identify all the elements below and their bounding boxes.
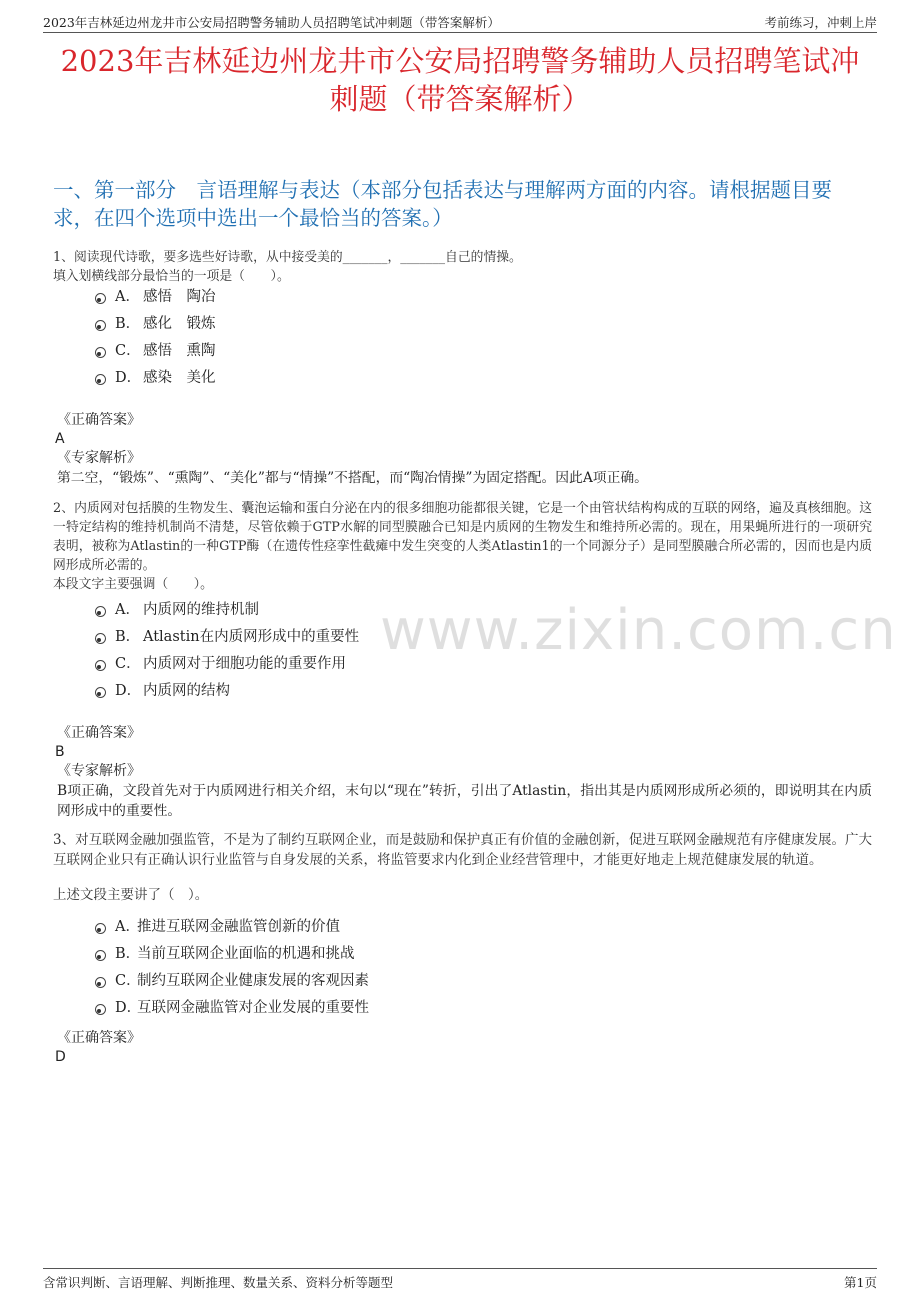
- radio-button-icon[interactable]: [95, 633, 106, 644]
- analysis-label: 《专家解析》: [57, 763, 141, 779]
- option-text: 感染 美化: [143, 370, 216, 386]
- radio-button-icon[interactable]: [95, 293, 106, 304]
- answer-block-3: [53, 1029, 872, 1067]
- analysis-label: 《专家解析》: [57, 450, 141, 466]
- answer-block-2: [53, 724, 872, 821]
- radio-button-icon[interactable]: [95, 660, 106, 671]
- watermark: www.zixin.com.cn: [380, 598, 897, 663]
- option-letter: A．: [115, 602, 140, 618]
- answer-label: 《正确答案》: [57, 725, 141, 741]
- option-letter: B．: [115, 316, 141, 332]
- answer-value: B: [55, 744, 65, 760]
- answer-label: 《正确答案》: [57, 1030, 141, 1046]
- analysis-text: B项正确，文段首先对于内质网进行相关介绍，末句以“现在”转折，引出了Atlastin，指出其是内质网形成所必须的，即说明其在内质网形成中的重要性。: [57, 783, 872, 819]
- option-c[interactable]: [53, 338, 872, 365]
- options-list: [53, 284, 872, 392]
- radio-button-icon[interactable]: [95, 977, 106, 988]
- option-d[interactable]: [53, 365, 872, 392]
- header-slogan: 考前练习，冲刺上岸: [764, 15, 877, 30]
- question-2: [53, 499, 872, 594]
- option-letter: B．: [115, 629, 141, 645]
- page-footer: [43, 1268, 877, 1291]
- question-stem: 3、对互联网金融加强监管，不是为了制约互联网企业，而是鼓励和保护真正有价值的金融创新，促进互联网金融规范有序健康发展。广大互联网企业只有正确认识行业监管与自身发展的关系，将监管要求内化到企业经营管理中，才能更好地走上规范健康发展的轨道。: [53, 832, 872, 868]
- option-letter: C．: [115, 973, 141, 989]
- option-text: 制约互联网企业健康发展的客观因素: [137, 973, 369, 989]
- analysis-text: 第二空，“锻炼”、“熏陶”、“美化”都与“情操”不搭配，而“陶冶情操”为固定搭配。因此A项正确。: [57, 470, 648, 486]
- option-a[interactable]: [53, 914, 872, 941]
- radio-button-icon[interactable]: [95, 687, 106, 698]
- option-d[interactable]: [53, 678, 872, 705]
- option-letter: A．: [115, 289, 140, 305]
- option-text: 内质网的结构: [143, 683, 230, 699]
- option-text: 感化 锻炼: [143, 316, 216, 332]
- question-stem: 2、内质网对包括膜的生物发生、囊泡运输和蛋白分泌在内的很多细胞功能都很关键，它是一个由管状结构构成的互联的网络，遍及真核细胞。这一特定结构的维持机制尚不清楚，尽管依赖于GTP水解的同型膜融合已知是内质网的生物发生和维持所必需的。现在，用果蝇所进行的一项研究表明，被称为Atlastin的一种GTP酶（在遗传性痉挛性截瘫中发生突变的人类Atlastin1的一个同源分子）是同型膜融合所必需的，因而也是内质网形成所必需的。: [53, 501, 872, 573]
- option-text: 感悟 陶冶: [143, 289, 216, 305]
- option-d[interactable]: [53, 995, 872, 1022]
- document-title: 2023年吉林延边州龙井市公安局招聘警务辅助人员招聘笔试冲刺题（带答案解析）: [60, 44, 860, 116]
- option-letter: B．: [115, 946, 141, 962]
- option-b[interactable]: [53, 311, 872, 338]
- option-c[interactable]: [53, 968, 872, 995]
- page-header: [43, 10, 877, 33]
- question-stem: 1、阅读现代诗歌，要多选些好诗歌，从中接受美的_______，_______自己的情操。: [53, 250, 522, 265]
- question-prompt: 填入划横线部分最恰当的一项是（ ）。: [53, 269, 290, 284]
- answer-value: D: [55, 1049, 66, 1065]
- options-list: [53, 914, 872, 1022]
- option-text: 内质网对于细胞功能的重要作用: [143, 656, 346, 672]
- option-text: 感悟 熏陶: [143, 343, 216, 359]
- option-letter: C．: [115, 343, 141, 359]
- radio-button-icon[interactable]: [95, 950, 106, 961]
- option-letter: D．: [115, 683, 142, 699]
- option-text: 内质网的维持机制: [143, 602, 259, 618]
- question-prompt: 本段文字主要强调（ ）。: [53, 577, 213, 592]
- option-text: 推进互联网金融监管创新的价值: [137, 919, 340, 935]
- question-prompt: 上述文段主要讲了（ ）。: [53, 887, 209, 903]
- radio-button-icon[interactable]: [95, 923, 106, 934]
- option-text: Atlastin在内质网形成中的重要性: [143, 629, 360, 645]
- answer-block-1: [53, 411, 872, 488]
- radio-button-icon[interactable]: [95, 1004, 106, 1015]
- page-number: 第1页: [844, 1275, 877, 1290]
- radio-button-icon[interactable]: [95, 606, 106, 617]
- option-letter: D．: [115, 1000, 142, 1016]
- option-letter: A．: [115, 919, 140, 935]
- option-letter: D．: [115, 370, 142, 386]
- question-3: [53, 830, 872, 905]
- footer-note: 含常识判断、言语理解、判断推理、数量关系、资料分析等题型: [43, 1275, 394, 1290]
- radio-button-icon[interactable]: [95, 320, 106, 331]
- question-1: [53, 248, 872, 286]
- option-letter: C．: [115, 656, 141, 672]
- option-a[interactable]: [53, 284, 872, 311]
- section-heading: 一、第一部分 言语理解与表达（本部分包括表达与理解两方面的内容。请根据题目要求，在四个选项中选出一个最恰当的答案。）: [53, 178, 832, 230]
- answer-label: 《正确答案》: [57, 412, 141, 428]
- radio-button-icon[interactable]: [95, 374, 106, 385]
- option-text: 互联网金融监管对企业发展的重要性: [137, 1000, 369, 1016]
- option-b[interactable]: [53, 941, 872, 968]
- radio-button-icon[interactable]: [95, 347, 106, 358]
- header-doc-title: 2023年吉林延边州龙井市公安局招聘警务辅助人员招聘笔试冲刺题（带答案解析）: [43, 15, 500, 30]
- answer-value: A: [55, 431, 65, 447]
- option-text: 当前互联网企业面临的机遇和挑战: [137, 946, 355, 962]
